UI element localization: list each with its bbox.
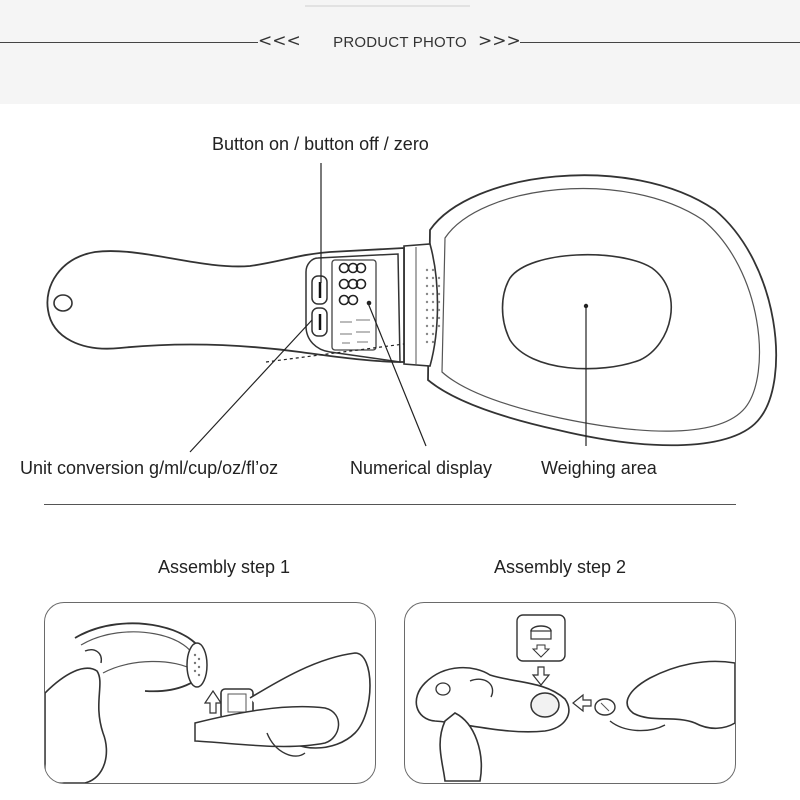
assembly-step-1-illustration — [45, 603, 375, 783]
assembly-step-2-illustration — [405, 603, 735, 783]
header-right-arrows: >>> — [478, 31, 521, 51]
assembly-step-2-panel — [404, 602, 736, 784]
display-callout-label: Numerical display — [350, 458, 493, 478]
hanging-hole — [54, 295, 72, 311]
assembly-step-2-title: Assembly step 2 — [494, 557, 627, 577]
unit-callout-label: Unit conversion g/ml/cup/oz/fl’oz — [20, 458, 279, 478]
spoon-collar — [404, 244, 438, 366]
section-divider — [44, 504, 736, 505]
assembly-step-1-title: Assembly step 1 — [158, 557, 291, 577]
button-callout-label: Button on / button off / zero — [212, 134, 429, 154]
weighing-area-outline — [503, 255, 672, 369]
weighing-callout-label: Weighing area — [541, 458, 657, 478]
header-title: PRODUCT PHOTO — [333, 34, 467, 51]
header-left-arrows: <<< — [258, 31, 301, 51]
assembly-step-1-panel — [44, 602, 376, 784]
